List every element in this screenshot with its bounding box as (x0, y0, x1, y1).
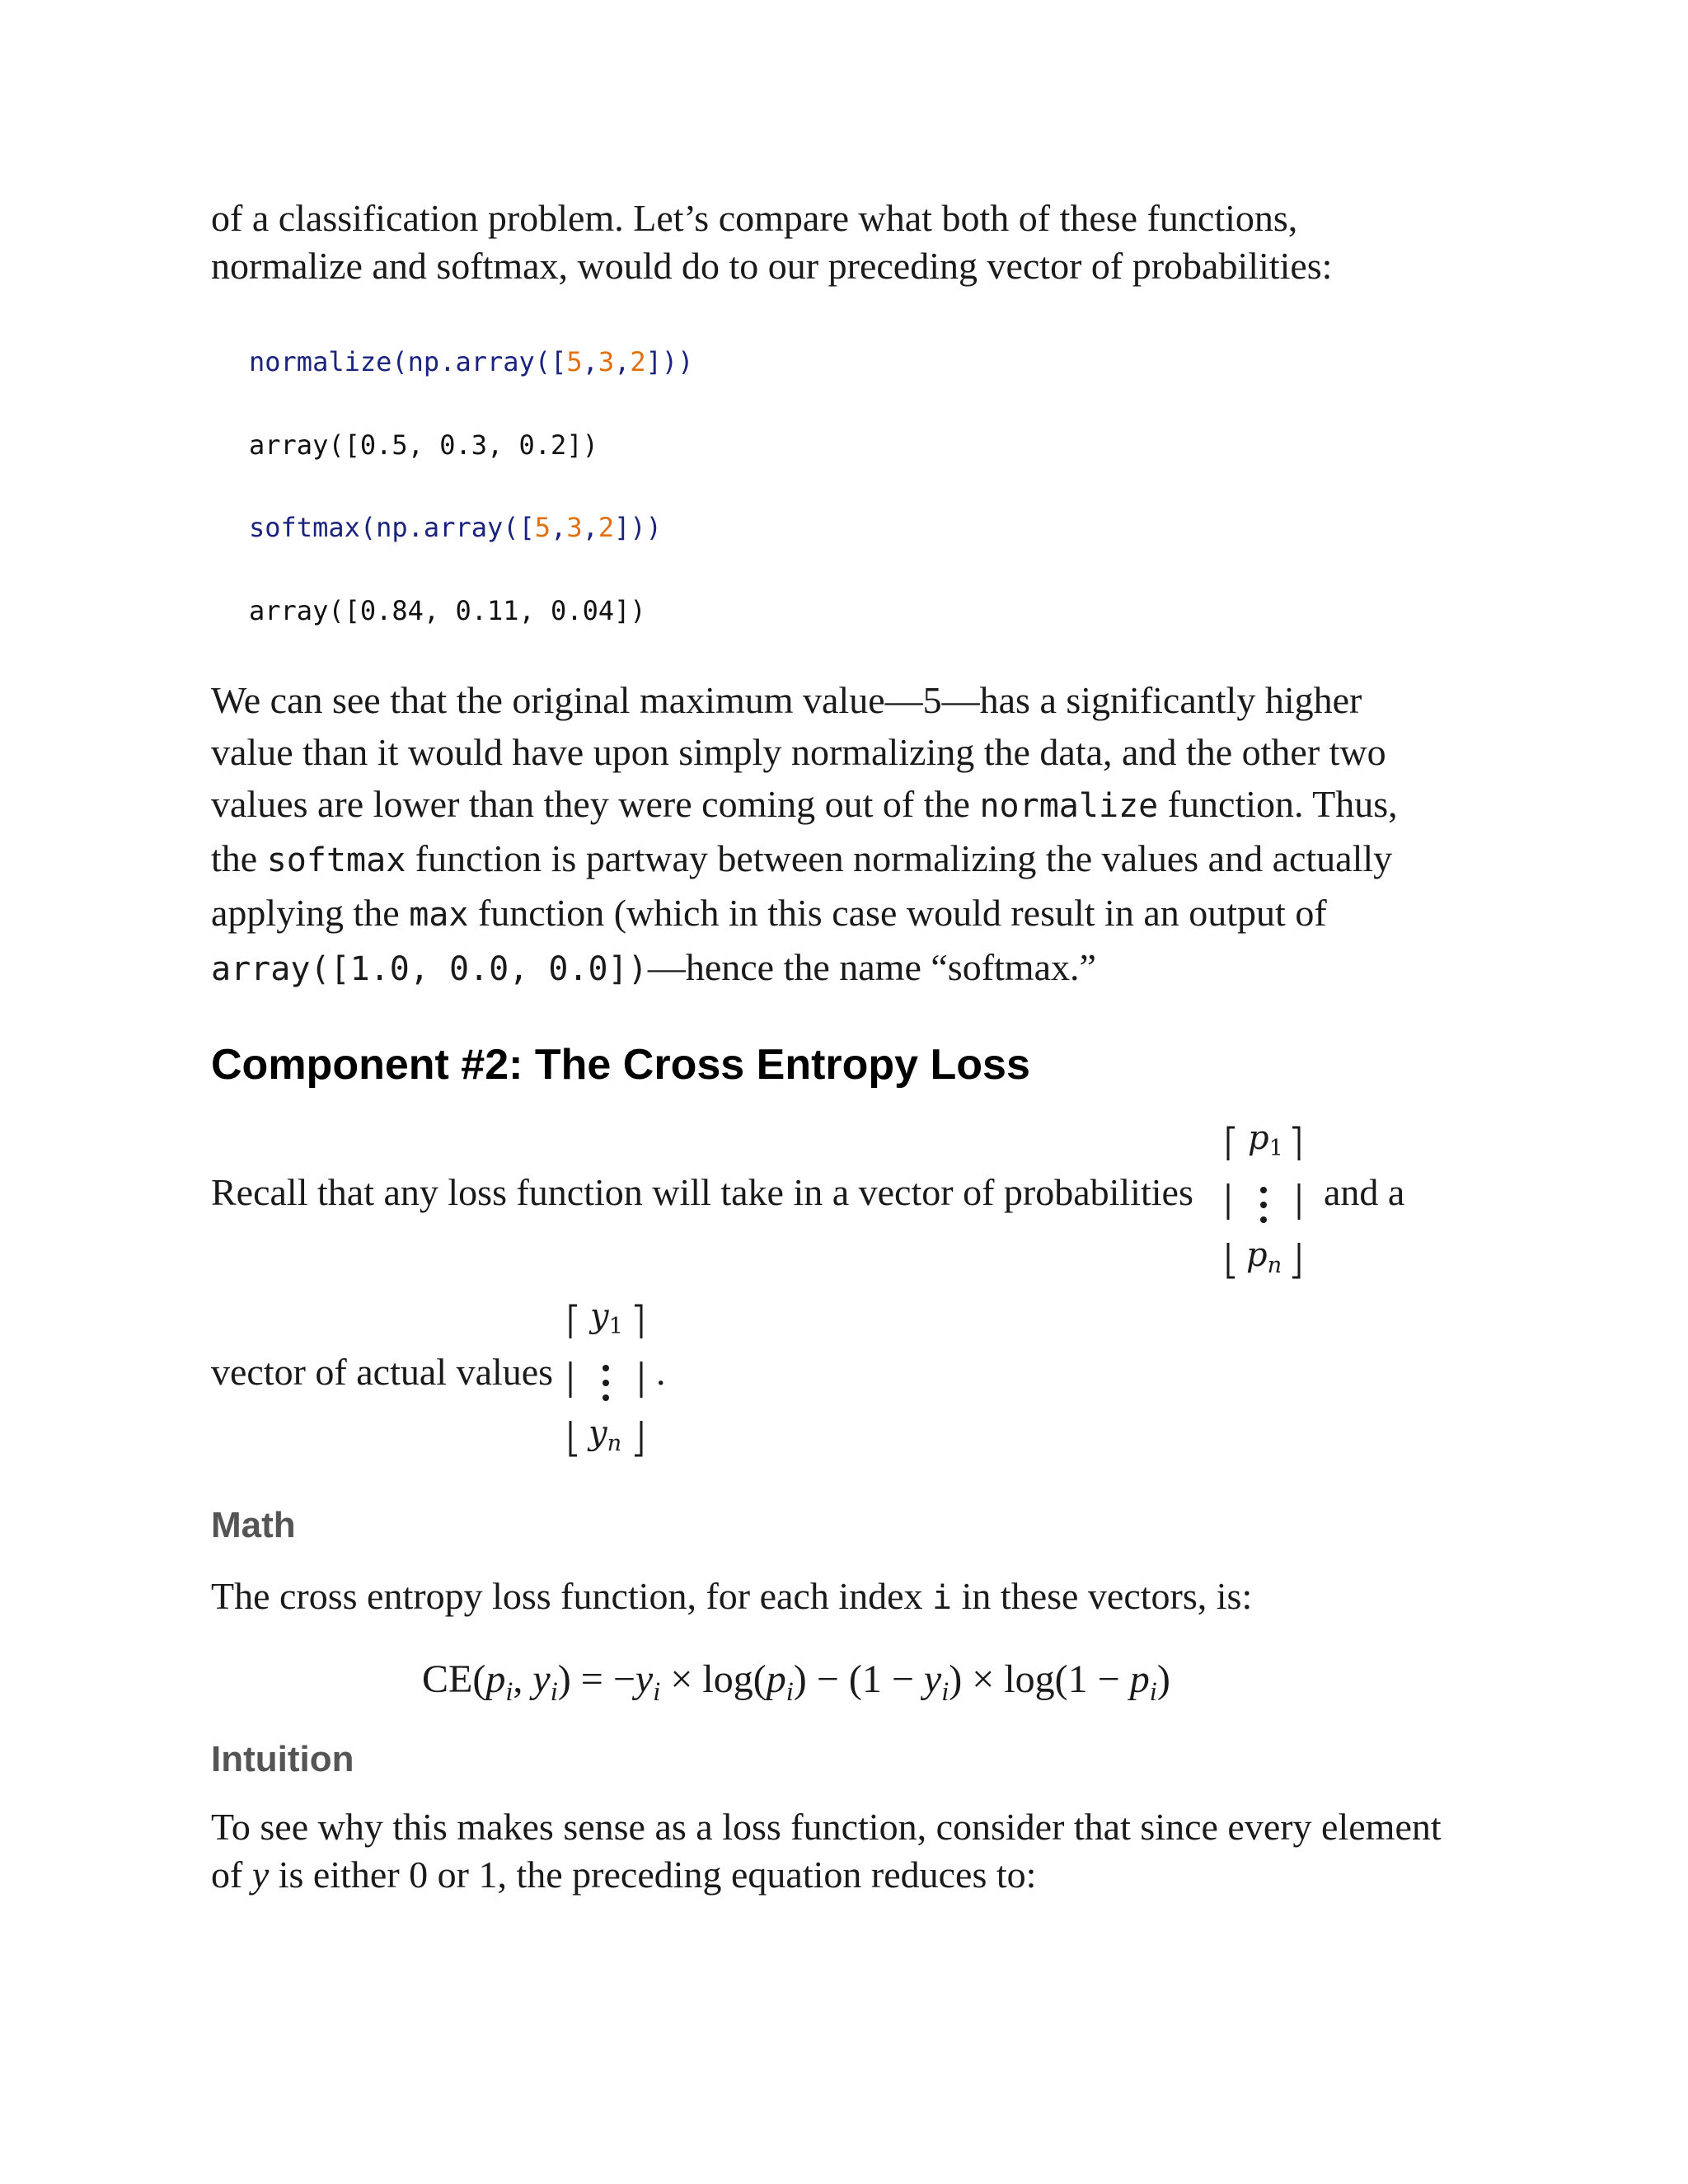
code-normalize-call: normalize(np.array([5,3,2])) (249, 346, 694, 377)
recall-text-1: Recall that any loss function will take in a vector of probabilities (211, 1171, 1193, 1213)
vector-y-last: $y_n$ (588, 1414, 622, 1457)
explanation-paragraph: We can see that the original maximum value—5—has a significantly higher value than it would have upon simply normalizing the data, and the other two values are lower than they were coming out of the normalize function. Thus, the softmax function is partway between normalizing the values and actually applying the max function (which in this case would result in an output of array([1.0, 0.0, 0.0])—hence the name “softmax.” (211, 679, 1398, 988)
recall-period: . (656, 1351, 666, 1393)
code-softmax-output: array([0.84, 0.11, 0.04]) (249, 595, 646, 626)
vector-y-first: $y_1$ (590, 1297, 623, 1340)
inline-code-softmax: softmax (266, 841, 406, 879)
inline-code-i: i (932, 1579, 953, 1617)
intuition-heading: Intuition (211, 1739, 354, 1779)
section-heading: Component #2: The Cross Entropy Loss (211, 1041, 1030, 1089)
explanation-line-6: —hence the name “softmax.” (647, 946, 1096, 988)
variable-y: y (251, 1854, 270, 1896)
recall-text-2: and a (1324, 1171, 1405, 1213)
vector-y (565, 1297, 646, 1470)
intro-line-2: normalize and softmax, would do to our preceding vector of probabilities: (211, 245, 1333, 287)
explanation-line-5: applying the (211, 892, 410, 934)
explanation-line-3: values are lower than they were coming out of the (211, 783, 980, 825)
intro-paragraph (211, 194, 1497, 290)
explanation-line-4: the (211, 837, 267, 879)
vector-p (1223, 1119, 1304, 1292)
math-text: The cross entropy loss function, for each index i in these vectors, is: (211, 1575, 1253, 1617)
code-softmax-call: softmax(np.array([5,3,2])) (249, 512, 662, 543)
inline-code-normalize: normalize (979, 787, 1159, 825)
intuition-paragraph: To see why this makes sense as a loss function, consider that since every element of y is either 0 or 1, the preceding equation reduces to: (211, 1806, 1442, 1896)
intuition-line-2: of (211, 1854, 252, 1896)
intro-line-1: of a classification problem. Let’s compare what both of these functions, (211, 197, 1298, 239)
explanation-line-1: We can see that the original maximum value—5—has a significantly higher (211, 679, 1362, 721)
explanation-line-2: value than it would have upon simply normalizing the data, and the other two (211, 731, 1386, 773)
inline-code-max: max (409, 896, 469, 934)
intuition-line-1: To see why this makes sense as a loss function, consider that since every element (211, 1806, 1442, 1848)
cross-entropy-equation: $CE(p_i$, $y_i) = -y_i \times \log(p_i) - (1 - y_i) \times \log(1 - p_i)$ (422, 1657, 1170, 1707)
code-normalize-output: array([0.5, 0.3, 0.2]) (249, 429, 598, 461)
vector-p-first: $p_1$ (1248, 1119, 1283, 1162)
math-heading: Math (211, 1505, 296, 1545)
vector-p-last: $p_n$ (1246, 1236, 1282, 1279)
inline-code-array: array([1.0, 0.0, 0.0]) (211, 950, 648, 988)
recall-text-3: vector of actual values (211, 1351, 554, 1393)
